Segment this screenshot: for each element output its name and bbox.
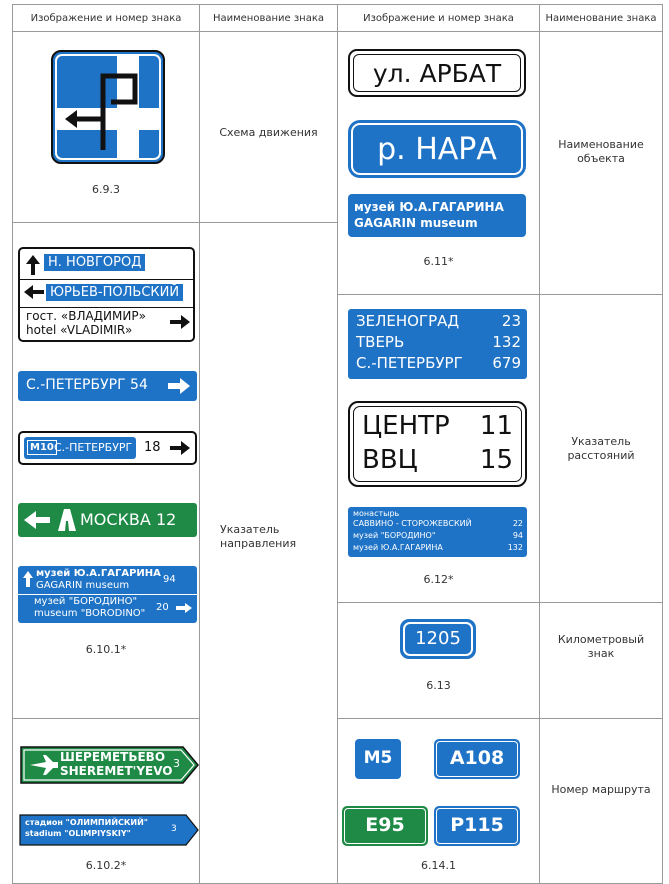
sheremetyevo-line1: ШЕРЕМЕТЬЕВО	[60, 750, 166, 765]
direction-code-1: 6.10.1*	[85, 643, 127, 656]
dist-small-row1-value: 22	[512, 518, 523, 528]
cell-scheme-name	[200, 32, 338, 223]
arrow-right-icon	[170, 315, 190, 329]
arrow-left-icon	[24, 285, 44, 299]
direction-sign-spb	[18, 371, 197, 401]
scheme-code: 6.9.3	[92, 183, 120, 196]
sheremetyevo-dist: 3	[173, 757, 180, 771]
dist-row2-name: ТВЕРЬ	[356, 332, 405, 351]
dist-row1-value: 23	[501, 311, 521, 330]
museum-sign-line2: GAGARIN museum	[354, 216, 478, 230]
dist-row1-name: ЗЕЛЕНОГРАД	[356, 311, 460, 330]
museum2-dist: 20	[156, 602, 169, 613]
distance-sign-white	[348, 401, 527, 487]
cell-route-image	[338, 719, 540, 884]
row-scheme	[13, 32, 663, 223]
header-row	[13, 5, 663, 32]
distance-sign-small	[348, 507, 527, 557]
dist-small-row2-value: 94	[512, 530, 523, 540]
direction-name: Указатель направления	[220, 523, 297, 550]
cell-direction-name	[200, 223, 338, 884]
motorway-icon	[58, 509, 76, 531]
cell-distance-image	[338, 294, 540, 603]
direction-sign-line2: ЮРЬЕВ-ПОЛЬСКИЙ	[46, 284, 183, 301]
sheremetyevo-line2: SHEREMET'YEVO	[60, 764, 173, 779]
dist-small-row1-name: САВВИНО - СТОРОЖЕВСКИЙ	[353, 518, 472, 528]
scheme-name: Схема движения	[219, 126, 318, 139]
dist-small-row2-name: музей "БОРОДИНО"	[353, 530, 436, 540]
distance-name: Указатель расстояний	[567, 434, 635, 462]
dist-small-head: монастырь	[353, 508, 400, 518]
route-m10-badge: М10	[27, 440, 57, 455]
stadium-line2: stadium "OLIMPIYSKIY"	[25, 829, 131, 839]
museum-sign	[348, 194, 526, 237]
m10-text: С.-ПЕТЕРБУРГ	[54, 441, 133, 454]
dist-small-row3-name: музей Ю.А.ГАГАРИНА	[353, 542, 443, 552]
arrow-up-icon	[26, 255, 40, 275]
museum-sign-line1: музей Ю.А.ГАГАРИНА	[354, 200, 504, 214]
route-m5-text: M5	[363, 748, 393, 769]
route-p115-text: P115	[450, 814, 504, 837]
header-image-1: Изображение и номер знака	[13, 5, 200, 32]
arrow-right-icon	[168, 378, 190, 394]
km-name: Километровый знак	[557, 633, 645, 661]
direction-sign-line3a: гост. «ВЛАДИМИР»	[26, 309, 146, 323]
direction-sign-spb-text: С.-ПЕТЕРБУРГ 54	[26, 377, 148, 393]
stadium-line1: стадион "ОЛИМПИЙСКИЙ"	[25, 818, 148, 828]
direction-sign-multi	[18, 247, 195, 342]
museum2-line2: museum "BORODINO"	[34, 608, 146, 619]
header-name-2: Наименование знака	[540, 5, 663, 32]
direction-sign-line1: Н. НОВГОРОД	[44, 254, 145, 271]
museum1-dist: 94	[163, 574, 176, 585]
street-sign	[348, 49, 526, 97]
river-sign	[348, 120, 526, 178]
dist-center-name: ЦЕНТР	[362, 410, 450, 441]
museum1-line2: GAGARIN museum	[36, 580, 130, 591]
cell-object-name	[540, 32, 663, 295]
route-e95-sign	[342, 806, 428, 846]
cell-direction2-image	[13, 719, 200, 884]
street-sign-text: ул. АРБАТ	[372, 59, 502, 88]
cell-route-name	[540, 719, 663, 884]
direction-code-2: 6.10.2*	[85, 859, 127, 873]
direction-sign-moscow	[18, 503, 197, 537]
cell-km-image	[338, 603, 540, 719]
route-name: Номер маршрута	[551, 783, 651, 797]
dist-center-value: 11	[479, 410, 513, 441]
scheme-sign	[51, 50, 165, 164]
direction-sign-line3b: hotel «VLADIMIR»	[26, 323, 133, 337]
river-sign-text: р. НАРА	[377, 132, 497, 167]
arrow-up-icon	[23, 571, 33, 587]
km-code: 6.13	[426, 679, 451, 693]
route-a108-sign	[434, 739, 520, 779]
dist-row3-name: С.-ПЕТЕРБУРГ	[356, 353, 463, 372]
distance-code: 6.12*	[423, 572, 454, 586]
direction-sign-m10	[18, 431, 197, 465]
route-m5-sign	[355, 739, 401, 779]
dist-small-row3-value: 132	[507, 542, 523, 552]
cell-distance-name	[540, 294, 663, 603]
km-sign	[400, 619, 476, 659]
cell-direction-image	[13, 223, 200, 719]
route-code: 6.14.1	[421, 859, 456, 873]
km-value: 1205	[415, 628, 461, 650]
route-a108-text: A108	[449, 747, 505, 770]
cell-scheme-image	[13, 32, 200, 223]
direction-sign-museums	[18, 566, 197, 623]
arrow-right-icon	[176, 603, 192, 613]
dist-vvc-name: ВВЦ	[362, 444, 418, 475]
museum1-line1: музей Ю.А.ГАГАРИНА	[36, 568, 161, 579]
dist-row2-value: 132	[492, 332, 521, 351]
stadium-dist: 3	[171, 824, 177, 835]
cell-km-name	[540, 603, 663, 719]
arrow-left-icon	[24, 511, 50, 529]
header-image-2: Изображение и номер знака	[338, 5, 540, 32]
object-code: 6.11*	[423, 255, 454, 268]
row-route	[13, 719, 663, 884]
arrow-right-icon	[170, 441, 190, 455]
route-p115-sign	[434, 806, 520, 846]
signs-table	[12, 4, 663, 884]
dist-vvc-value: 15	[479, 444, 513, 475]
museum2-line1: музей "БОРОДИНО"	[34, 596, 138, 607]
cell-object-image	[338, 32, 540, 295]
dist-row3-value: 679	[492, 353, 521, 372]
m10-dist: 18	[144, 440, 161, 455]
distance-sign-blue	[348, 309, 527, 379]
route-e95-text: E95	[365, 814, 405, 837]
moscow-text: МОСКВА 12	[80, 510, 177, 529]
object-name: Наименование объекта	[558, 138, 644, 165]
header-name-1: Наименование знака	[200, 5, 338, 32]
